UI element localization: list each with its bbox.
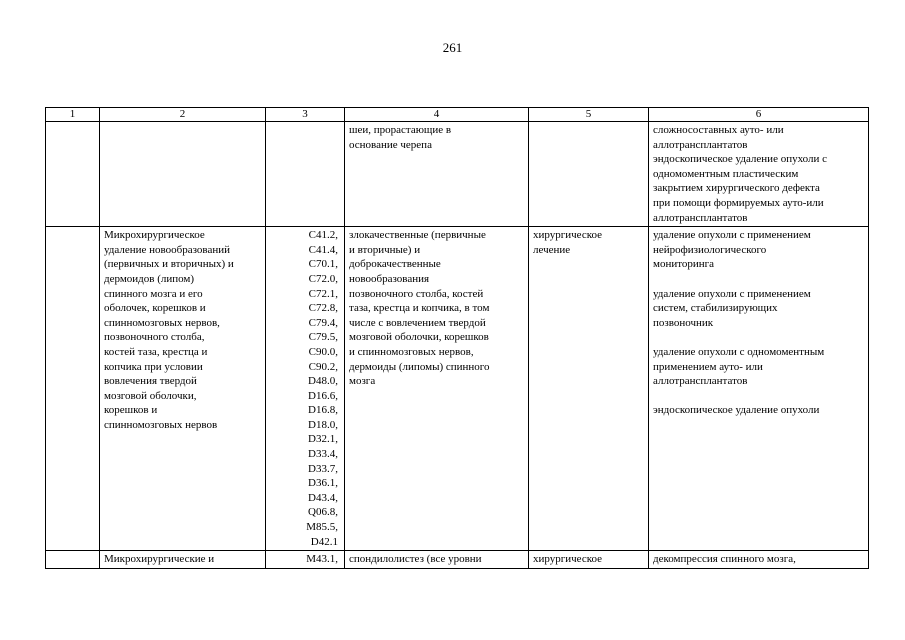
- column-header: 3: [266, 108, 345, 122]
- page-number: 261: [442, 40, 463, 55]
- table-cell: удаление опухоли с применением нейрофизиологического мониторинга удаление опухоли с применением систем, стабилизирующих позвоночник удаление опухоли с одномоментным применением ауто- или аллотрансплантатов эндоскопическое удаление опухоли: [649, 227, 869, 551]
- column-header: 4: [345, 108, 529, 122]
- table-cell: [100, 122, 266, 227]
- table-cell: C41.2, C41.4, C70.1, C72.0, C72.1, C72.8, C79.4, C79.5, C90.0, C90.2, D48.0, D16.6, D16.8, D18.0, D32.1, D33.4, D33.7, D36.1, D43.4, Q06.8, M85.5, D42.1: [266, 227, 345, 551]
- table-cell: [46, 122, 100, 227]
- table-cell: [529, 122, 649, 227]
- table-cell: хирургическое лечение: [529, 227, 649, 551]
- table-cell: спондилолистез (все уровни: [345, 551, 529, 569]
- table-cell: [266, 122, 345, 227]
- table-row: [46, 227, 869, 551]
- column-header: 6: [649, 108, 869, 122]
- table-row: [46, 122, 869, 227]
- table-header-row: [46, 108, 869, 122]
- table-cell: [46, 227, 100, 551]
- table-cell: злокачественные (первичные и вторичные) и доброкачественные новообразования позвоночного столба, костей таза, крестца и копчика, в том числе с вовлечением твердой мозговой оболочки, корешков и спинномозговых нервов, дермоиды (липомы) спинного мозга: [345, 227, 529, 551]
- medical-procedures-table: [45, 107, 869, 569]
- table-cell: декомпрессия спинного мозга,: [649, 551, 869, 569]
- table-cell: сложносоставных ауто- или аллотрансплантатов эндоскопическое удаление опухоли с одномоментным пластическим закрытием хирургического дефекта при помощи формируемых ауто-или аллотрансплантатов: [649, 122, 869, 227]
- table-cell: [46, 551, 100, 569]
- table-cell: M43.1,: [266, 551, 345, 569]
- table-cell: Микрохирургическое удаление новообразований (первичных и вторичных) и дермоидов (липом) спинного мозга и его оболочек, корешков и спинномозговых нервов, позвоночного столба, костей таза, крестца и копчика при условии вовлечения твердой мозговой оболочки, корешков и спинномозговых нервов: [100, 227, 266, 551]
- table-cell: хирургическое: [529, 551, 649, 569]
- table-cell: Микрохирургические и: [100, 551, 266, 569]
- table-row: [46, 551, 869, 569]
- column-header: 1: [46, 108, 100, 122]
- table-cell: шеи, прорастающие в основание черепа: [345, 122, 529, 227]
- column-header: 5: [529, 108, 649, 122]
- column-header: 2: [100, 108, 266, 122]
